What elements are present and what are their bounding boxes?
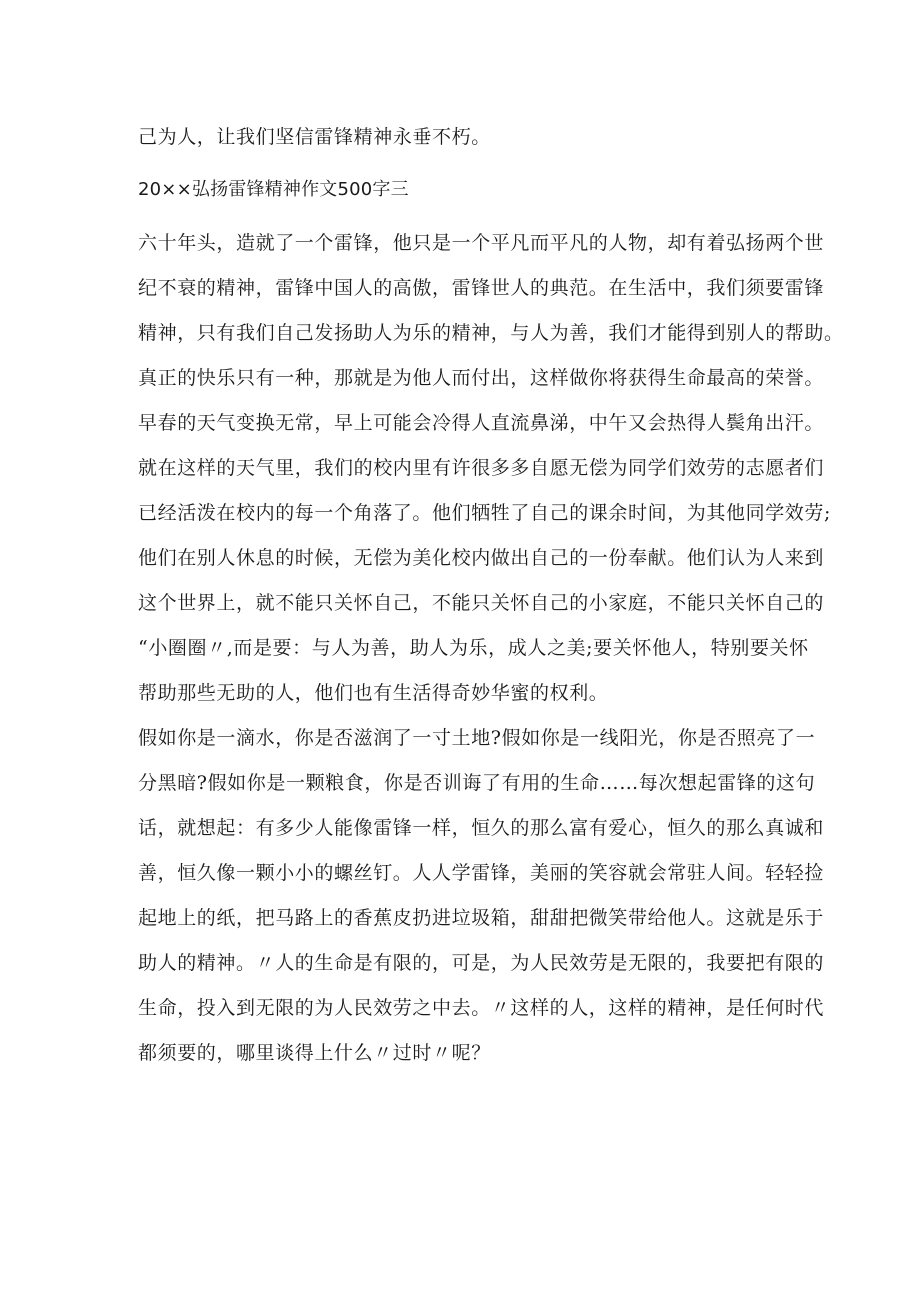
paragraph-line: 精神，只有我们自己发扬助人为乐的精神，与人为善，我们才能得到别人的帮助。 — [138, 322, 844, 344]
paragraph-line: 话，就想起：有多少人能像雷锋一样，恒久的那么富有爱心，恒久的那么真诚和 — [138, 817, 825, 839]
paragraph-line: 善，恒久像一颗小小的螺丝钉。人人学雷锋，美丽的笑容就会常驻人间。轻轻捡 — [138, 862, 825, 884]
paragraph-line: 起地上的纸，把马路上的香蕉皮扔进垃圾箱，甜甜把微笑带给他人。这就是乐于 — [138, 907, 825, 929]
paragraph-line: 假如你是一滴水，你是否滋润了一寸土地?假如你是一线阳光，你是否照亮了一 — [138, 727, 816, 749]
paragraph-line: 这个世界上，就不能只关怀自己，不能只关怀自己的小家庭，不能只关怀自己的 — [138, 592, 825, 614]
paragraph-line: 纪不衰的精神，雷锋中国人的高傲，雷锋世人的典范。在生活中，我们须要雷锋 — [138, 277, 825, 299]
intro-line: 己为人，让我们坚信雷锋精神永垂不朽。 — [138, 126, 491, 148]
paragraph-line: 已经活泼在校内的每一个角落了。他们牺牲了自己的课余时间，为其他同学效劳; — [138, 502, 832, 524]
paragraph-line: 生命，投入到无限的为人民效劳之中去。〃这样的人，这样的精神，是任何时代 — [138, 997, 825, 1019]
paragraph-line: 分黑暗?假如你是一颗粮食，你是否训诲了有用的生命……每次想起雷锋的这句 — [138, 772, 816, 794]
paragraph-line: 助人的精神。〃人的生命是有限的，可是，为人民效劳是无限的，我要把有限的 — [138, 952, 825, 974]
paragraph-line: 他们在别人休息的时候，无偿为美化校内做出自己的一份奉献。他们认为人来到 — [138, 547, 825, 569]
paragraph-line: 六十年头，造就了一个雷锋，他只是一个平凡而平凡的人物，却有着弘扬两个世 — [138, 232, 825, 254]
section-title: 20××弘扬雷锋精神作文500字三 — [138, 179, 409, 200]
paragraph-line: 就在这样的天气里，我们的校内里有许很多多自愿无偿为同学们效劳的志愿者们 — [138, 457, 825, 479]
paragraph-line: 早春的天气变换无常，早上可能会冷得人直流鼻涕，中午又会热得人鬓角出汗。 — [138, 412, 825, 434]
paragraph-line: 帮助那些无助的人，他们也有生活得奇妙华蜜的权利。 — [138, 682, 609, 704]
paragraph-line: 真正的快乐只有一种，那就是为他人而付出，这样做你将获得生命最高的荣誉。 — [138, 367, 825, 389]
paragraph-line: “小圈圈〃,而是要：与人为善，助人为乐，成人之美;要关怀他人，特别要关怀 — [138, 637, 809, 659]
paragraph-line: 都须要的，哪里谈得上什么〃过时〃呢？ — [138, 1042, 491, 1064]
